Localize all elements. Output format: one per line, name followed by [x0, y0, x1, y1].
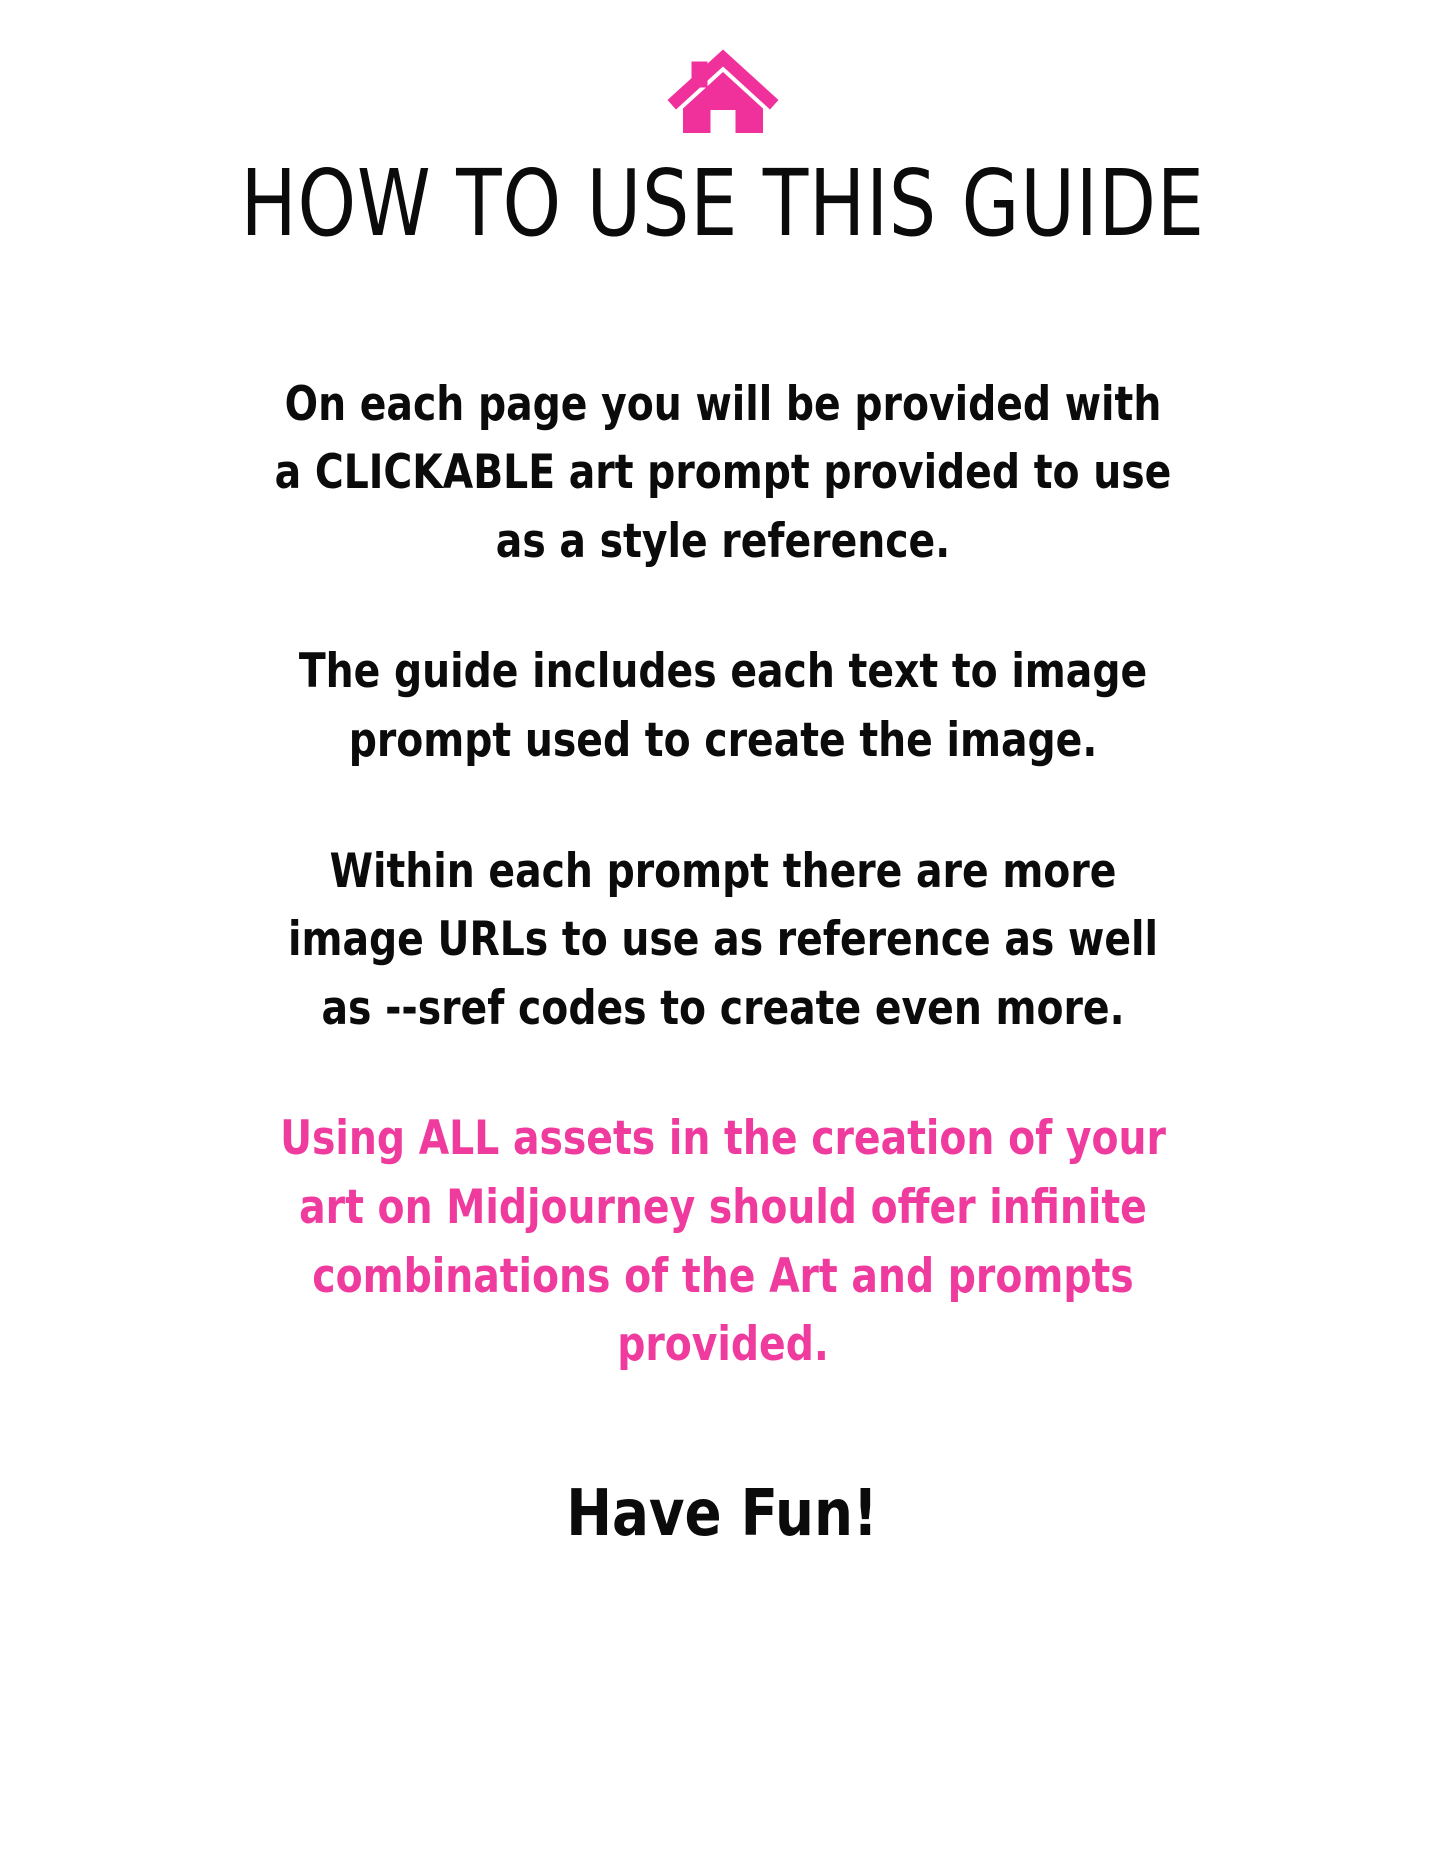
closing-message: Have Fun! [566, 1476, 879, 1551]
paragraph-clickable-prompt: On each page you will be provided with a CLICKABLE art prompt provided to use as a style reference. [274, 376, 1171, 569]
guide-body [223, 371, 1223, 1553]
paragraph-image-urls-sref: Within each prompt there are more image URLs to use as reference as well as --sref codes to create even more. [287, 843, 1158, 1036]
paragraph-text-to-image: The guide includes each text to image prompt used to create the image. [298, 644, 1147, 769]
home-icon[interactable] [658, 48, 788, 140]
page-title: HOW TO USE THIS GUIDE [240, 150, 1205, 257]
paragraph-midjourney-combinations: Using ALL assets in the creation of your art on Midjourney should offer infinite combinations of the Art and prompts provided. [279, 1111, 1166, 1373]
home-icon-glyph [665, 48, 781, 134]
